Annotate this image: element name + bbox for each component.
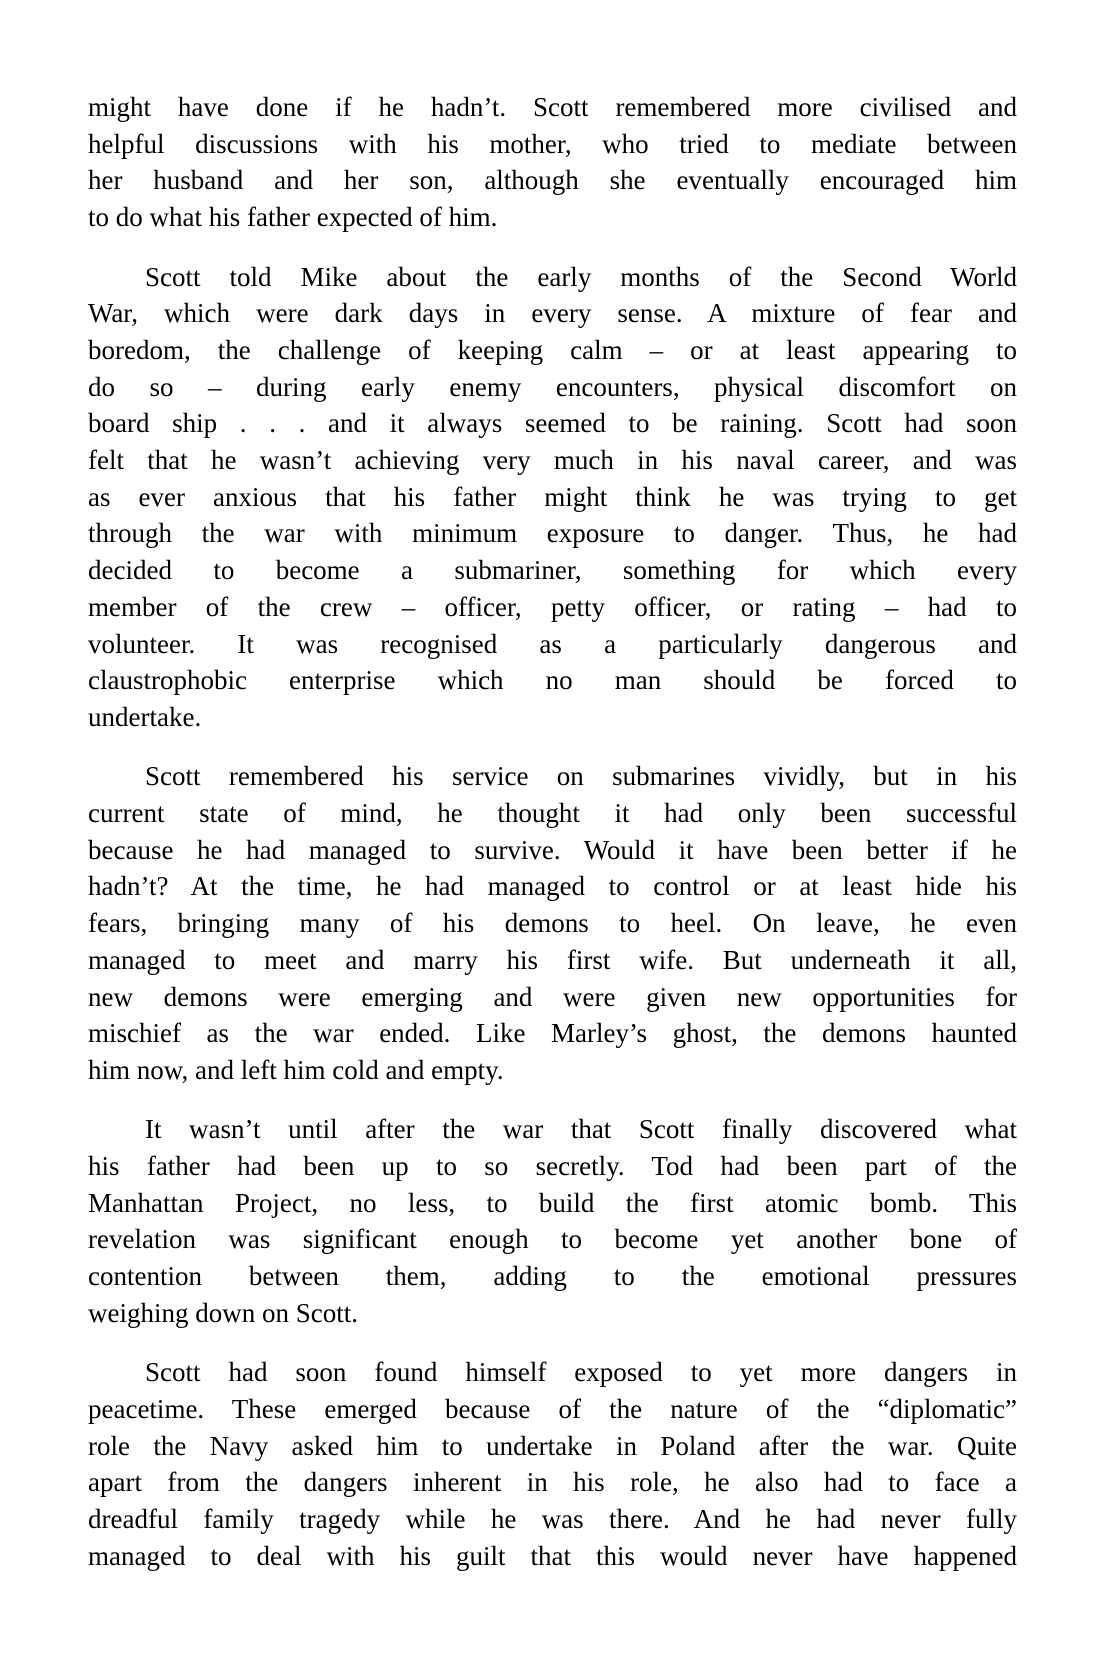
text-line: his father had been up to so secretly. Tod had been part of the bbox=[88, 1151, 1017, 1182]
text-line: claustrophobic enterprise which no man should be forced to bbox=[88, 665, 1017, 696]
text-line: dreadful family tragedy while he was there. And he had never fully bbox=[88, 1504, 1017, 1535]
text-line: weighing down on Scott. bbox=[88, 1297, 358, 1328]
text-line: undertake. bbox=[88, 701, 202, 732]
text-line: to do what his father expected of him. bbox=[88, 202, 498, 233]
text-line: volunteer. It was recognised as a particularly dangerous and bbox=[88, 628, 1017, 659]
paragraph bbox=[88, 89, 1017, 236]
text-line: as ever anxious that his father might think he was trying to get bbox=[88, 481, 1017, 512]
text-line: contention between them, adding to the emotional pressures bbox=[88, 1261, 1017, 1292]
text-line: revelation was significant enough to become yet another bone of bbox=[88, 1224, 1017, 1255]
text-line: boredom, the challenge of keeping calm – or at least appearing to bbox=[88, 334, 1017, 365]
text-column bbox=[88, 89, 1017, 1574]
text-line: mischief as the war ended. Like Marley’s ghost, the demons haunted bbox=[88, 1018, 1017, 1049]
text-line: her husband and her son, although she eventually encouraged him bbox=[88, 165, 1017, 196]
text-line: apart from the dangers inherent in his role, he also had to face a bbox=[88, 1467, 1017, 1498]
text-line: peacetime. These emerged because of the nature of the “diplomatic” bbox=[88, 1393, 1017, 1424]
text-line: member of the crew – officer, petty officer, or rating – had to bbox=[88, 591, 1017, 622]
text-line: managed to deal with his guilt that this would never have happened bbox=[88, 1540, 1017, 1571]
text-line: hadn’t? At the time, he had managed to control or at least hide his bbox=[88, 871, 1017, 902]
text-line: might have done if he hadn’t. Scott remembered more civilised and bbox=[88, 92, 1017, 122]
text-line: do so – during early enemy encounters, physical discomfort on bbox=[88, 371, 1017, 402]
text-line: new demons were emerging and were given new opportunities for bbox=[88, 981, 1017, 1012]
text-line: It wasn’t until after the war that Scott finally discovered what bbox=[145, 1114, 1017, 1145]
paragraph bbox=[88, 1111, 1017, 1331]
paragraph bbox=[88, 1354, 1017, 1574]
paragraph bbox=[88, 259, 1017, 736]
text-line: Scott remembered his service on submarines vividly, but in his bbox=[145, 761, 1017, 792]
text-line: because he had managed to survive. Would it have been better if he bbox=[88, 834, 1017, 865]
text-line: through the war with minimum exposure to danger. Thus, he had bbox=[88, 518, 1017, 549]
text-line: War, which were dark days in every sense. A mixture of fear and bbox=[88, 298, 1017, 329]
text-line: fears, bringing many of his demons to heel. On leave, he even bbox=[88, 908, 1017, 939]
text-line: current state of mind, he thought it had only been successful bbox=[88, 798, 1017, 829]
text-line: Manhattan Project, no less, to build the first atomic bomb. This bbox=[88, 1187, 1017, 1218]
text-line: managed to meet and marry his first wife. But underneath it all, bbox=[88, 944, 1017, 975]
paragraph bbox=[88, 758, 1017, 1088]
text-line: him now, and left him cold and empty. bbox=[88, 1054, 504, 1085]
text-line: helpful discussions with his mother, who tried to mediate between bbox=[88, 128, 1017, 159]
text-line: role the Navy asked him to undertake in Poland after the war. Quite bbox=[88, 1430, 1017, 1461]
text-line: decided to become a submariner, something for which every bbox=[88, 555, 1017, 586]
text-line: board ship . . . and it always seemed to be raining. Scott had soon bbox=[88, 408, 1017, 439]
text-line: Scott had soon found himself exposed to yet more dangers in bbox=[145, 1357, 1017, 1388]
text-line: Scott told Mike about the early months of the Second World bbox=[145, 261, 1017, 292]
text-line: felt that he wasn’t achieving very much in his naval career, and was bbox=[88, 445, 1017, 476]
